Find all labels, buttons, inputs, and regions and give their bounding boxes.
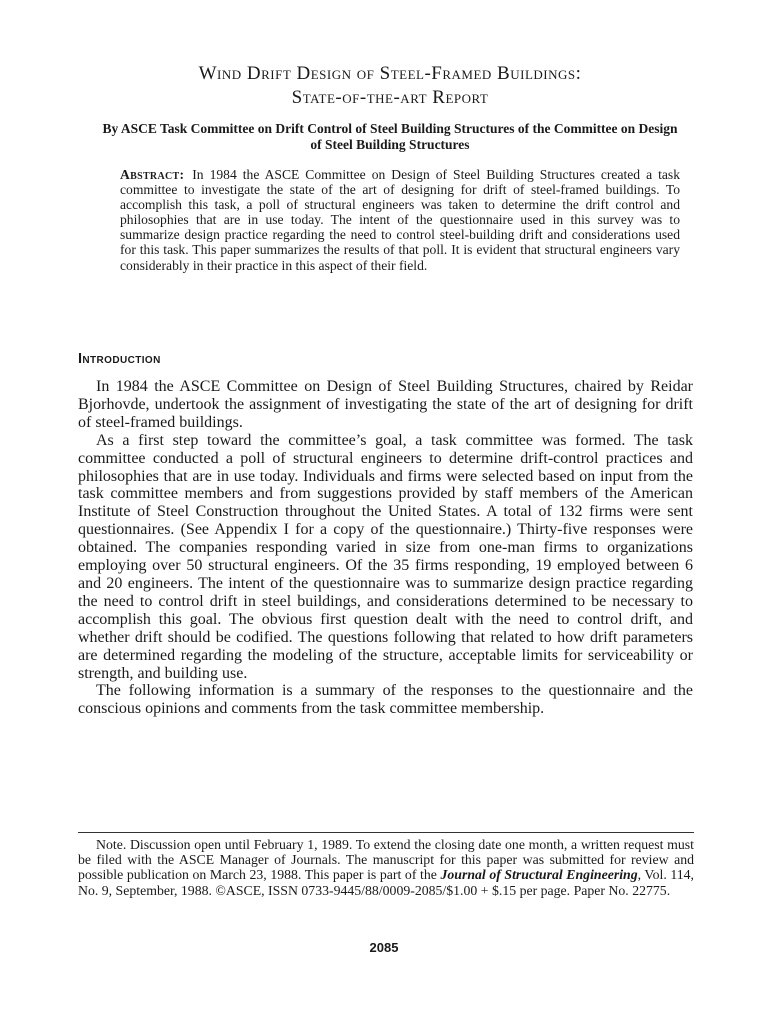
intro-paragraph-3: The following information is a summary of the responses to the questionnaire and the conscious opinions and comments from the task committee membership. (78, 682, 693, 718)
abstract-text: In 1984 the ASCE Committee on Design of Steel Building Structures created a task committee to investigate the state of the art of designing for drift of steel-framed buildings. To accomplish this task, a poll of structural engineers was taken to determine the drift control and philosophies that are in use today. The intent of the questionnaire used in this survey was to summarize design practice regarding the need to control steel-building drift and considerations used for this task. This paper summarizes the results of that poll. It is evident that structural engineers vary considerably in their practice in this aspect of their field. (120, 167, 680, 273)
footnote-text-before: Note. Discussion open until February 1, 1989. To extend the closing date one month, a written request must be filed with the ASCE Manager of Journals. The manuscript for this paper was submitted for review and possible publication on March 23, 1988. This paper is part of the (78, 837, 694, 883)
intro-paragraph-1: In 1984 the ASCE Committee on Design of Steel Building Structures, chaired by Reidar Bjorhovde, undertook the assignment of investigating the state of the art of designing for drift of steel-framed buildings. (78, 378, 693, 431)
footnote-text-after: , Vol. 114, No. 9, September, 1988. ©ASCE, ISSN 0733-9445/88/0009-2085/$1.00 + $.15 per page. Paper No. 22775. (78, 867, 695, 898)
title-line-1: Wind Drift Design of Steel-Framed Buildings: (198, 63, 582, 84)
introduction-body (78, 378, 693, 718)
page-number: 2085 (369, 940, 399, 955)
introduction-heading: Introduction (78, 351, 161, 367)
footnote (78, 837, 694, 898)
abstract (120, 167, 680, 273)
footnote-divider (78, 832, 694, 833)
footnote-journal-name: Journal of Structural Engineering (440, 867, 638, 883)
paper-title (90, 62, 690, 110)
author-byline: By ASCE Task Committee on Drift Control of Steel Building Structures of the Committee on Design of Steel Building Structures (102, 121, 678, 152)
abstract-label: Abstract: (120, 167, 185, 182)
title-line-2: State-of-the-art Report (291, 87, 489, 108)
intro-paragraph-2: As a first step toward the committee’s goal, a task committee was formed. The task committee conducted a poll of structural engineers to determine drift-control practices and philosophies that are in use today. Individuals and firms were selected based on input from the task committee members and from suggestions provided by staff members of the American Institute of Steel Construction throughout the United States. A total of 132 firms were sent questionnaires. (See Appendix I for a copy of the questionnaire.) Thirty-five responses were obtained. The companies responding varied in size from one-man firms to organizations employing over 50 structural engineers. Of the 35 firms responding, 19 employed between 6 and 20 engineers. The intent of the questionnaire was to summarize design practice regarding the need to control drift in steel buildings, and considerations determined to be necessary to accomplish this goal. The obvious first question dealt with the need to control drift, and whether drift should be codified. The questions following that related to how drift parameters are determined regarding the modeling of the structure, acceptable limits for serviceability or strength, and building use. (78, 431, 693, 682)
